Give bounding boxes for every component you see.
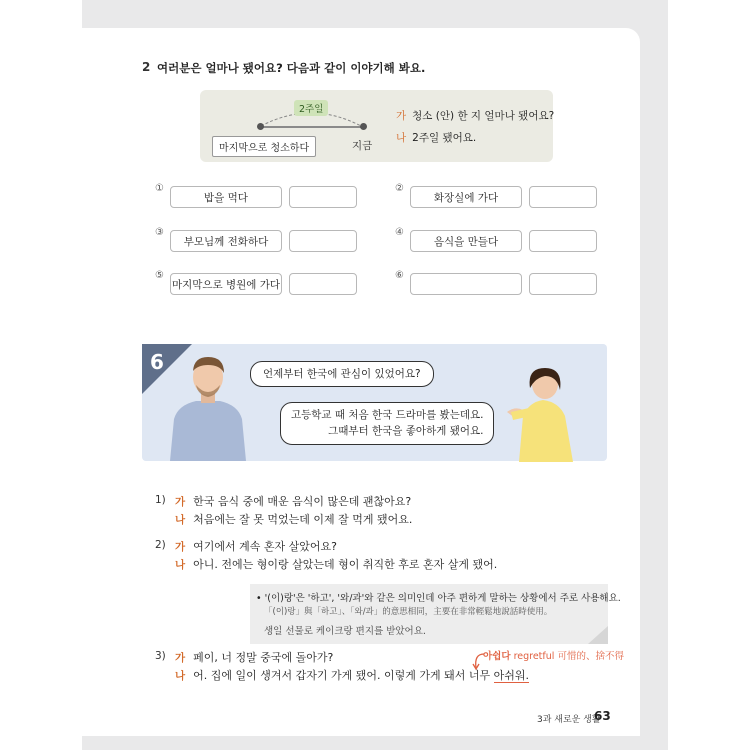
item-prompt: 화장실에 가다 (410, 186, 522, 208)
item-prompt: 부모님께 전화하다 (170, 230, 282, 252)
example-question (396, 108, 554, 123)
note-chinese: 「(이)랑」與「하고」、「와/과」的意思相同，主要在非常輕鬆地說話時使用。 (264, 607, 553, 617)
timeline-end-dot (360, 123, 367, 130)
vocab-highlight-word: 아쉬워. (493, 669, 530, 682)
vocab-chinese: 可惜的、捨不得 (557, 651, 624, 662)
item-prompt: 마지막으로 병원에 가다 (170, 273, 282, 295)
speech-bubble-question: 언제부터 한국에 관심이 있었어요? (250, 361, 434, 387)
dialogue-text: 어. 집에 일이 생겨서 갑자기 가게 됐어. 이렇게 가게 돼서 너무 (193, 669, 494, 682)
timeline-end-label: 지금 (352, 140, 373, 152)
dialogue-line-na (175, 511, 412, 527)
answer-field[interactable] (529, 230, 597, 252)
footer-lesson: 3과 새로운 생활 (537, 715, 601, 725)
speaker-na-marker: 나 (396, 132, 407, 144)
dialogue-line-ga (175, 493, 411, 509)
dialogue-number: 1) (155, 494, 166, 506)
vocab-english: regretful (513, 651, 555, 662)
dialogue-line-ga (175, 538, 337, 554)
page-number: 63 (594, 709, 611, 723)
item-number: ⑤ (155, 270, 164, 281)
bubble-answer-line: 고등학교 때 처음 한국 드라마를 봤는데요. (291, 409, 484, 421)
timeline-start-dot (257, 123, 264, 130)
timeline-start-label: 마지막으로 청소하다 (212, 136, 316, 157)
section-number: 2 (142, 60, 151, 74)
bubble-answer-line: 그때부터 한국을 좋아하게 됐어요. (328, 425, 484, 438)
speaker-na-marker: 나 (175, 670, 186, 682)
duration-tag: 2주일 (294, 100, 328, 116)
dialogue-text: 아니. 전에는 형이랑 살았는데 형이 취직한 후로 혼자 살게 됐어. (193, 558, 498, 571)
item-prompt[interactable] (410, 273, 522, 295)
item-number: ④ (395, 227, 404, 238)
dialogue-text: 여기에서 계속 혼자 살았어요? (193, 540, 337, 553)
dialogue-text: 페이, 너 정말 중국에 돌아가? (193, 651, 334, 664)
speaker-ga-marker: 가 (396, 110, 407, 122)
item-number: ⑥ (395, 270, 404, 281)
speaker-na-marker: 나 (175, 514, 186, 526)
note-korean: • '(이)랑'은 '하고', '와/과'와 같은 의미인데 아주 편하게 말하는 상황에서 주로 사용해요. (256, 593, 621, 604)
item-number: ③ (155, 227, 164, 238)
answer-field[interactable] (529, 273, 597, 295)
speaker-ga-marker: 가 (175, 652, 186, 664)
dialogue-text: 처음에는 잘 못 먹었는데 이제 잘 먹게 됐어요. (193, 513, 413, 526)
speaker-na-marker: 나 (175, 559, 186, 571)
dialogue-number: 3) (155, 650, 166, 662)
dialogue-line-ga (175, 649, 333, 665)
answer-field[interactable] (529, 186, 597, 208)
speech-bubble-answer (280, 402, 494, 445)
answer-field[interactable] (289, 230, 357, 252)
item-prompt: 음식을 만들다 (410, 230, 522, 252)
dialogue-text: 한국 음식 중에 매운 음식이 많은데 괜찮아요? (193, 495, 412, 508)
woman-illustration (505, 366, 583, 462)
timeline-line (260, 126, 364, 128)
item-number: ② (395, 183, 404, 194)
section-instruction: 여러분은 얼마나 됐어요? 다음과 같이 이야기해 봐요. (157, 61, 426, 75)
speaker-ga-marker: 가 (175, 541, 186, 553)
answer-field[interactable] (289, 186, 357, 208)
dialogue-number: 2) (155, 539, 166, 551)
speaker-ga-marker: 가 (175, 496, 186, 508)
example-question-text: 청소 (안) 한 지 얼마나 됐어요? (412, 110, 555, 122)
note-corner-fold (588, 626, 608, 644)
note-example: 생일 선물로 케이크랑 편지를 받았어요. (264, 626, 426, 637)
answer-field[interactable] (289, 273, 357, 295)
dialogue-line-na (175, 556, 497, 572)
banner-number: 6 (150, 350, 164, 374)
example-answer-text: 2주일 됐어요. (412, 132, 477, 144)
vocab-korean: 아쉽다 (483, 651, 511, 662)
vocab-gloss (483, 648, 624, 662)
item-number: ① (155, 183, 164, 194)
man-illustration (168, 355, 248, 461)
item-prompt: 밥을 먹다 (170, 186, 282, 208)
example-answer (396, 130, 476, 145)
